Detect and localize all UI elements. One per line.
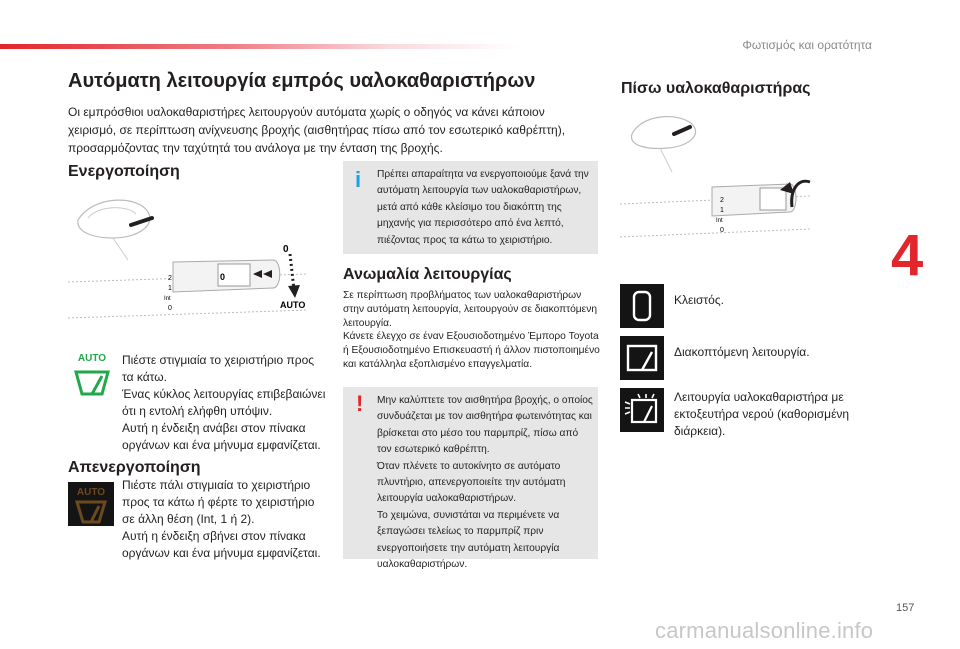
auto-indicator-label: AUTO <box>77 353 107 364</box>
header-accent-bar <box>0 44 520 49</box>
stalk-pos0: 0 <box>168 305 172 312</box>
info-icon: i <box>355 167 362 192</box>
warning-icon: ! <box>356 391 364 416</box>
auto-off-label: AUTO <box>76 487 106 498</box>
activation-text: Πιέστε στιγμιαία το χειριστήριο προς τα κάτω. Ένας κύκλος λειτουργίας επιβεβαιώνει ότι η εντολή ελήφθη υπόψιν. Αυτή η ένδειξη ανάβει στον πίνακα οργάνων και ένα μήνυμα εμφανίζεται. <box>122 353 326 452</box>
stalk-auto-label: AUTO <box>280 300 306 310</box>
rear-off-icon <box>620 284 664 328</box>
rear-wiper-heading: Πίσω υαλοκαθαριστήρας <box>621 80 811 97</box>
activation-heading: Ενεργοποίηση <box>68 163 180 180</box>
page-title: Αυτόματη λειτουργία εμπρός υαλοκαθαριστήρων <box>68 70 536 92</box>
stalk-int: Int <box>164 296 171 302</box>
deactivation-text: Πιέστε πάλι στιγμιαία το χειριστήριο προς τα κάτω ή φέρτε το χειριστήριο σε άλλη θέση (Int, 1 ή 2). Αυτή η ένδειξη σβήνει στον πίνακα οργάνων και ένα μήνυμα εμφανίζεται. <box>122 478 321 560</box>
info-text: Πρέπει απαραίτητα να ενεργοποιούμε ξανά την αυτόματη λειτουργία των υαλοκαθαριστήρων, μετά από κάθε κλείσιμο του διακόπτη της μηχανής για περισσότερο από ένα λεπτό, πιέζοντας προς τα κάτω το χειριστήριο. <box>377 169 589 246</box>
rear-stalk-zero: 0 <box>720 227 724 234</box>
rear-mode-wash-label: Λειτουργία υαλοκαθαριστήρα με εκτοξευτήρα νερού (καθορισμένη διάρκεια). <box>674 390 850 438</box>
malfunction-heading: Ανωμαλία λειτουργίας <box>343 266 512 283</box>
stalk-ring-zero: 0 <box>220 272 226 282</box>
auto-wiper-off-icon <box>68 482 114 526</box>
page-number: 157 <box>896 602 915 614</box>
rear-mode-intermittent-label: Διακοπτόμενη λειτουργία. <box>674 345 810 359</box>
rear-wash-icon <box>620 388 664 432</box>
stalk-pos2: 2 <box>168 275 172 282</box>
rear-stalk-pos1: 1 <box>720 207 724 214</box>
chapter-title: Φωτισμός και ορατότητα <box>742 38 872 52</box>
rear-stalk-pos2: 2 <box>720 197 724 204</box>
rear-mode-off-label: Κλειστός. <box>674 293 724 307</box>
auto-wiper-indicator-icon <box>70 353 114 403</box>
chapter-number: 4 <box>891 223 924 288</box>
stalk-pos1: 1 <box>168 285 172 292</box>
deactivation-heading: Απενεργοποίηση <box>68 459 201 476</box>
front-wiper-stalk-illustration <box>68 190 318 330</box>
warning-box <box>343 387 598 571</box>
info-box <box>343 161 598 254</box>
rear-intermittent-icon <box>620 336 664 380</box>
rear-stalk-int: Int <box>716 218 723 224</box>
watermark: carmanualsonline.info <box>655 618 874 643</box>
rear-wiper-stalk-illustration <box>620 112 820 257</box>
malfunction-text: Σε περίπτωση προβλήματος των υαλοκαθαριστήρων στην αυτόματη λειτουργία, λειτουργούν σε διακοπτόμενη λειτουργία. Κάνετε έλεγχο σε έναν Εξουσιοδοτημένο Έμπορο Toyota ή Εξουσιοδοτημένο Επισκευαστή ή άλλον πιστοποιημένο και κατάλληλα εξοπλισμένο επαγγελματία. <box>343 290 600 370</box>
warning-text: Μην καλύπτετε τον αισθητήρα βροχής, ο οποίος συνδυάζεται με τον αισθητήρα φωτεινότητας και βρίσκεται στο μέσο του παρμπρίζ, πίσω από τον εσωτερικό καθρέπτη. Όταν πλένετε το αυτοκίνητο σε αυτόματο πλυντήριο, απενεργοποιείτε την αυτόματη λειτουργία υαλοκαθαριστήρων. Το χειμώνα, συνιστάται να περιμένετε να ξεπαγώσει τελείως το παρμπρίζ πριν ενεργοποιήσετε την αυτόματη λειτουργία υαλοκαθαριστήρων. <box>377 395 593 571</box>
stalk-zero-label: 0 <box>283 244 289 255</box>
intro-paragraph: Οι εμπρόσθιοι υαλοκαθαριστήρες λειτουργούν αυτόματα χωρίς ο οδηγός να κάνει κάποιον χειρισμό, σε περίπτωση ανίχνευσης βροχής (αισθητήρας πίσω από τον εσωτερικό καθρέπτη), προσαρμόζοντας την ταχύτητά του ανάλογα με την ένταση της βροχής. <box>68 105 566 155</box>
